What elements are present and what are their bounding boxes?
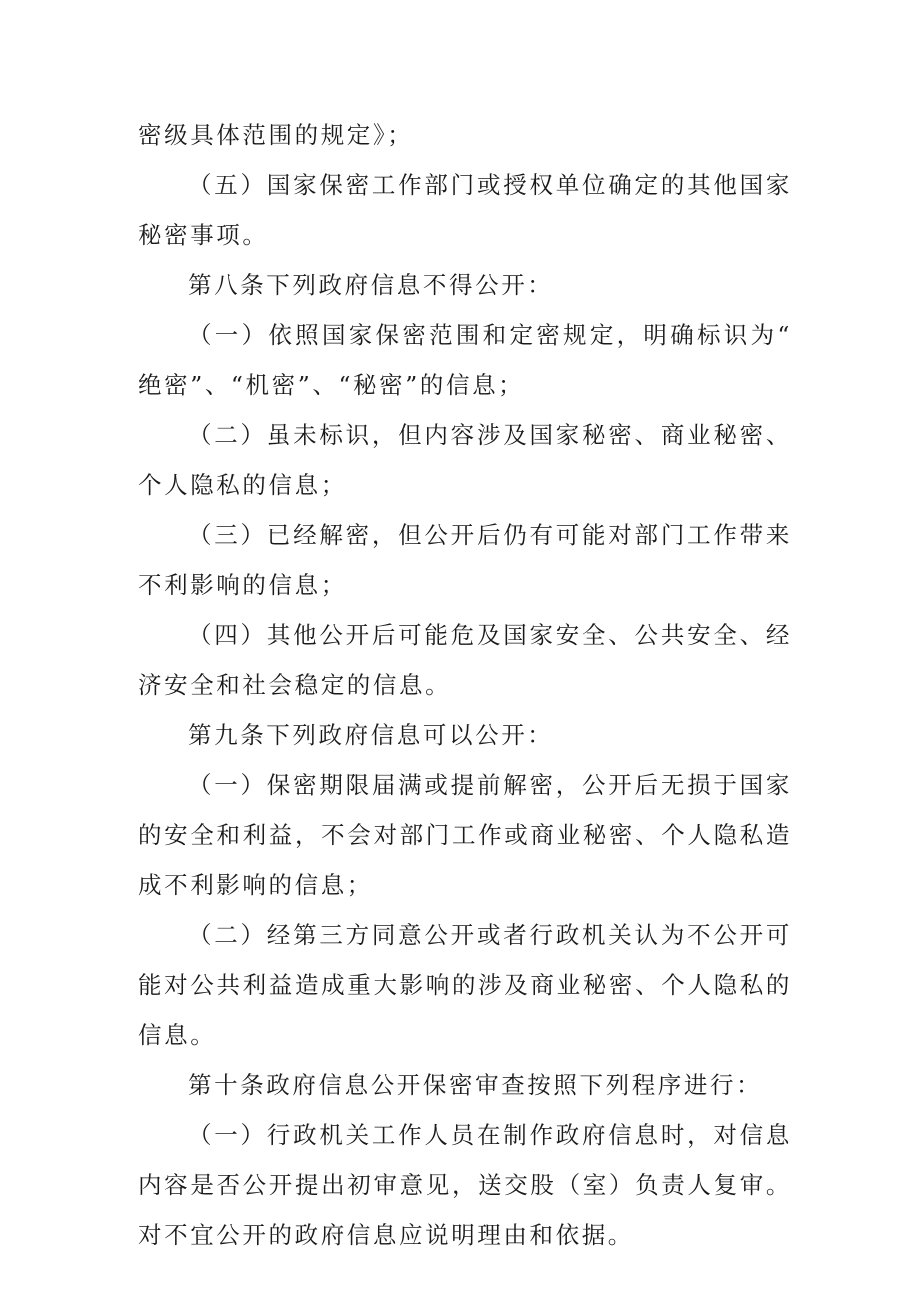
article-8-item-3: （三）已经解密，但公开后仍有可能对部门工作带来不利影响的信息； (138, 521, 792, 599)
document-body (138, 110, 792, 1260)
article-10-item-1: （一）行政机关工作人员在制作政府信息时，对信息内容是否公开提出初审意见，送交股（室）负责人复审。对不宜公开的政府信息应说明理由和依据。 (138, 1121, 792, 1249)
article-8-item-4: （四）其他公开后可能危及国家安全、公共安全、经济安全和社会稳定的信息。 (138, 621, 792, 699)
article-8-item-1: （一）依照国家保密范围和定密规定，明确标识为“绝密”、“机密”、“秘密”的信息； (138, 321, 792, 399)
paragraph-item-5: （五）国家保密工作部门或授权单位确定的其他国家秘密事项。 (138, 171, 792, 249)
article-8-item-2: （二）虽未标识，但内容涉及国家秘密、商业秘密、个人隐私的信息； (138, 421, 792, 499)
article-9-item-1: （一）保密期限届满或提前解密，公开后无损于国家的安全和利益，不会对部门工作或商业秘密、个人隐私造成不利影响的信息； (138, 771, 792, 899)
article-9-item-2: （二）经第三方同意公开或者行政机关认为不公开可能对公共利益造成重大影响的涉及商业秘密、个人隐私的信息。 (138, 921, 792, 1049)
article-10-heading: 第十条政府信息公开保密审查按照下列程序进行： (188, 1071, 763, 1099)
article-8-heading: 第八条下列政府信息不得公开： (188, 271, 554, 299)
paragraph-continuation: 密级具体范围的规定》； (138, 121, 414, 149)
article-9-heading: 第九条下列政府信息可以公开： (188, 721, 554, 749)
